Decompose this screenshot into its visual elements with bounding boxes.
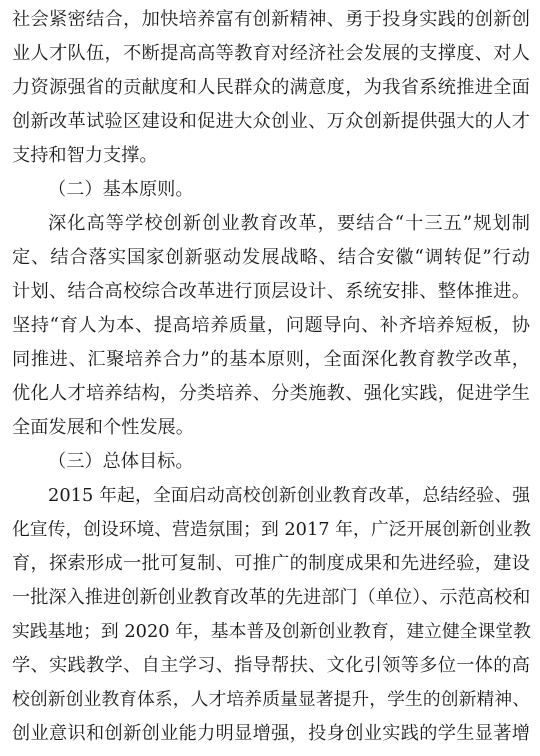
body-line: 社会紧密结合，加快培养富有创新精神、勇于投身实践的创新创 [12,9,530,30]
section-heading: （三）总体目标。 [48,451,194,472]
body-line: 坚持“育人为本、提高培养质量，问题导向、补齐培养短板，协 [12,315,530,336]
body-line: 学、实践教学、自主学习、指导帮扶、文化引领等多位一体的高 [12,655,530,676]
paragraph-first-line: 深化高等学校创新创业教育改革，要结合“十三五”规划制 [48,213,530,234]
body-line: 定、结合落实国家创新驱动发展战略、结合安徽“调转促”行动 [12,247,530,268]
body-line: 支持和智力支撑。 [12,145,158,166]
body-line: 同推进、汇聚培养合力”的基本原则，全面深化教育教学改革， [12,349,530,370]
body-line: 创新改革试验区建设和促进大众创业、万众创新提供强大的人才 [12,111,530,132]
body-line: 计划、结合高校综合改革进行顶层设计、系统安排、整体推进。 [12,281,530,302]
body-line: 育，探索形成一批可复制、可推广的制度成果和先进经验，建设 [12,553,530,574]
body-line: 校创新创业教育体系，人才培养质量显著提升，学生的创新精神、 [12,689,530,710]
paragraph-first-line: 2015 年起，全面启动高校创新创业教育改革，总结经验、强 [48,485,530,506]
body-line: 全面发展和个性发展。 [12,417,194,438]
body-line: 力资源强省的贡献度和人民群众的满意度，为我省系统推进全面 [12,77,530,98]
body-line: 业人才队伍，不断提高高等教育对经济社会发展的支撑度、对人 [12,43,530,64]
body-line: 一批深入推进创新创业教育改革的先进部门（单位）、示范高校和 [12,587,531,608]
body-line: 实践基地；到 2020 年，基本普及创新创业教育，建立健全课堂教 [12,621,531,642]
body-line: 化宣传，创设环境、营造氛围；到 2017 年，广泛开展创新创业教 [12,519,531,540]
body-line: 创业意识和创新创业能力明显增强，投身创业实践的学生显著增 [12,723,530,744]
body-line: 优化人才培养结构，分类培养、分类施教、强化实践，促进学生 [12,383,530,404]
section-heading: （二）基本原则。 [48,179,194,200]
